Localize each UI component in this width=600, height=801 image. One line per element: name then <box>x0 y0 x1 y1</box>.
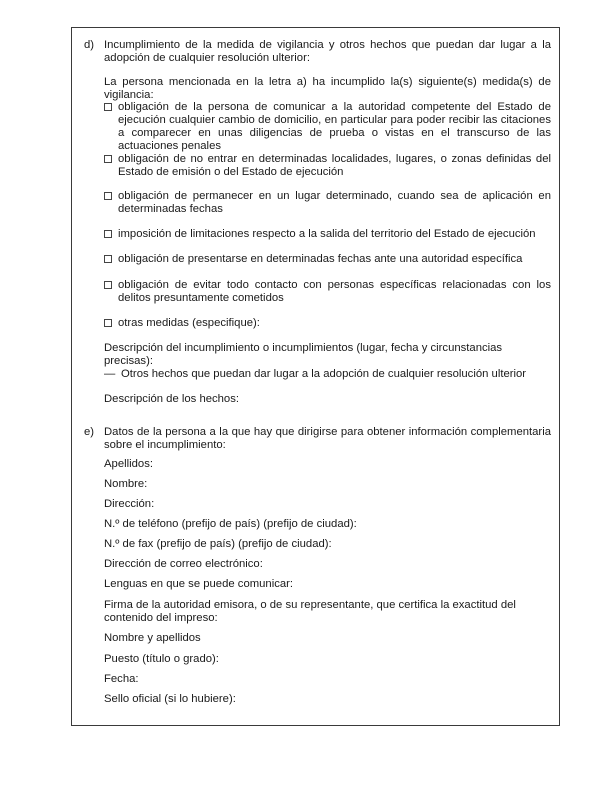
checkbox[interactable] <box>104 192 112 200</box>
section-e-letter: e) <box>84 426 95 438</box>
measure-label: obligación de presentarse en determinadas fechas ante una autoridad específica <box>118 253 523 265</box>
other-facts-label: Otros hechos que puedan dar lugar a la adopción de cualquier resolución ulterior <box>121 368 527 380</box>
field-email: Dirección de correo electrónico: <box>104 558 263 570</box>
dash-marker: — <box>104 368 116 380</box>
section-d-letter: d) <box>84 39 95 51</box>
section-e-title: Datos de la persona a la que hay que dirigirse para obtener información complementaria sobre el incumplimiento: <box>104 426 551 451</box>
checkbox[interactable] <box>104 255 112 263</box>
facts-description-label: Descripción de los hechos: <box>104 393 240 405</box>
field-direccion: Dirección: <box>104 498 155 510</box>
measure-label: imposición de limitaciones respecto a la salida del territorio del Estado de ejecución <box>118 228 536 240</box>
field-fax: N.º de fax (prefijo de país) (prefijo de ciudad): <box>104 538 332 550</box>
checkbox[interactable] <box>104 281 112 289</box>
field-lenguas: Lenguas en que se puede comunicar: <box>104 578 294 590</box>
checkbox[interactable] <box>104 103 112 111</box>
section-d-title: Incumplimiento de la medida de vigilancia y otros hechos que puedan dar lugar a la adopción de cualquier resolución ulterior: <box>104 39 551 64</box>
field-firma: Firma de la autoridad emisora, o de su representante, que certifica la exactitud del contenido del impreso: <box>104 599 516 624</box>
checkbox[interactable] <box>104 230 112 238</box>
measure-label: obligación de evitar todo contacto con personas específicas relacionadas con los delitos presuntamente cometidos <box>118 279 551 304</box>
field-apellidos: Apellidos: <box>104 458 153 470</box>
measure-label: obligación de permanecer en un lugar determinado, cuando sea de aplicación en determinadas fechas <box>118 190 551 215</box>
field-puesto: Puesto (título o grado): <box>104 653 219 665</box>
field-nombre-apellidos: Nombre y apellidos <box>104 632 201 644</box>
checkbox[interactable] <box>104 319 112 327</box>
breach-description-label: Descripción del incumplimiento o incumplimientos (lugar, fecha y circunstancias precisas): <box>104 342 503 367</box>
field-telefono: N.º de teléfono (prefijo de país) (prefijo de ciudad): <box>104 518 357 530</box>
field-sello: Sello oficial (si lo hubiere): <box>104 693 236 705</box>
measure-label: otras medidas (especifique): <box>118 317 260 329</box>
measure-label: obligación de la persona de comunicar a la autoridad competente del Estado de ejecución cualquier cambio de domicilio, en particular para poder recibir las citaciones a comparecer en unas diligencias de prueba o vistas en el transcurso de las actuaciones penales <box>118 101 551 152</box>
section-d-intro: La persona mencionada en la letra a) ha incumplido la(s) siguiente(s) medida(s) de vigilancia: <box>104 76 551 101</box>
checkbox[interactable] <box>104 155 112 163</box>
measure-label: obligación de no entrar en determinadas localidades, lugares, o zonas definidas del Estado de emisión o del Estado de ejecución <box>118 153 551 178</box>
field-fecha: Fecha: <box>104 673 139 685</box>
field-nombre: Nombre: <box>104 478 148 490</box>
